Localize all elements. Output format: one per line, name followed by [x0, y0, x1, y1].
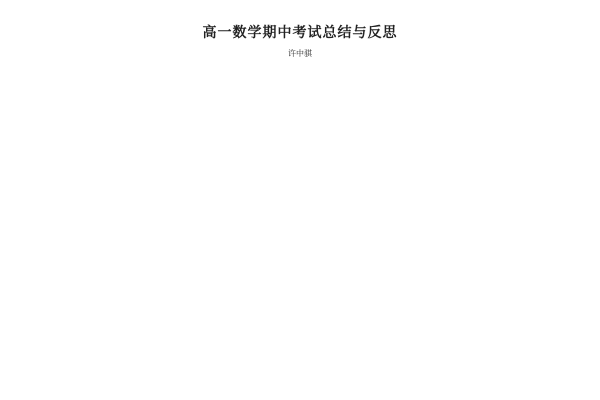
body-line [168, 62, 438, 77]
body-line [168, 77, 438, 92]
body-line [168, 281, 438, 296]
body-line [168, 368, 438, 383]
body-line [168, 252, 438, 267]
document-title: 高一数学期中考试总结与反思 [202, 25, 398, 41]
document-author: 许中骐 [288, 49, 312, 58]
body-line [168, 354, 438, 369]
body-line [168, 193, 438, 208]
body-line [168, 208, 438, 223]
body-line [168, 91, 438, 106]
body-line [168, 135, 438, 150]
body-line [168, 325, 438, 340]
body-line [168, 179, 438, 194]
body-line [168, 296, 438, 311]
body-line [168, 106, 438, 121]
body-line [168, 266, 438, 281]
body-line [168, 237, 438, 252]
body-line [168, 223, 438, 238]
body-line [168, 339, 438, 354]
document-body [168, 62, 438, 383]
body-line [168, 310, 438, 325]
body-line [168, 150, 438, 165]
body-line [168, 120, 438, 135]
body-line [168, 164, 438, 179]
